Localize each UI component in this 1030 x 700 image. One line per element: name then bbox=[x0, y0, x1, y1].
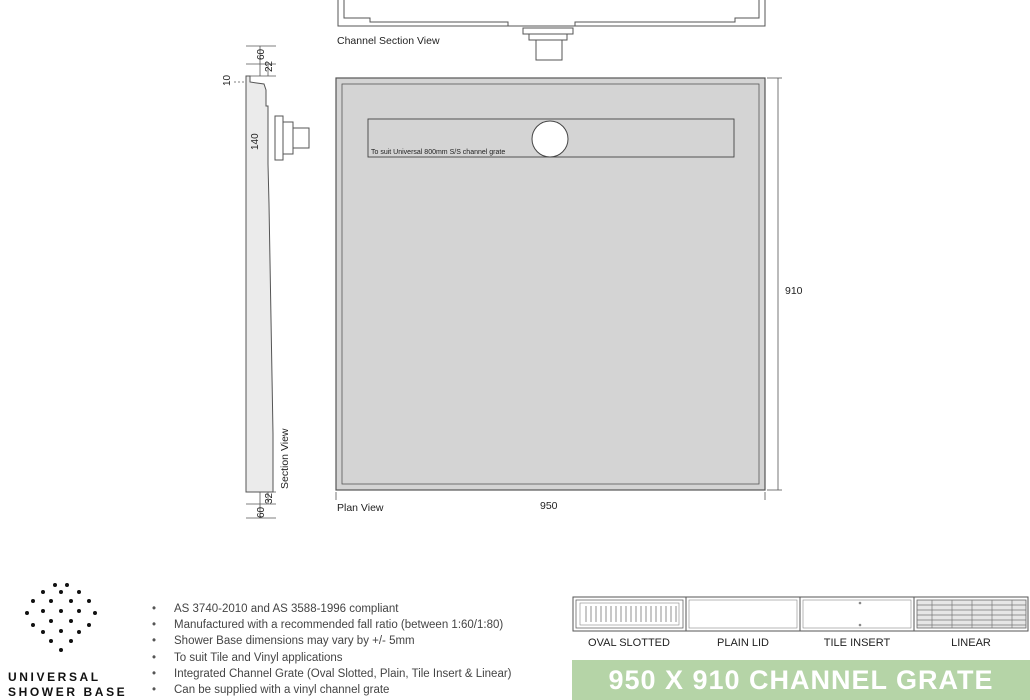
side-section-drawing bbox=[220, 44, 315, 524]
dim-width: 950 bbox=[540, 500, 558, 512]
dim-top-total: 60 bbox=[256, 48, 267, 60]
dim-bottom-inner: 32 bbox=[264, 492, 275, 504]
feature-item: • Integrated Channel Grate (Oval Slotted, Plain, Tile Insert & Linear) bbox=[152, 666, 512, 682]
channel-section-view-label: Channel Section View bbox=[337, 35, 440, 47]
grate-label-linear: LINEAR bbox=[951, 637, 991, 649]
grate-label-plain-lid: PLAIN LID bbox=[717, 637, 769, 649]
product-title-banner: 950 X 910 CHANNEL GRATE bbox=[572, 660, 1030, 700]
plain-lid-grate-icon bbox=[689, 600, 797, 628]
feature-item: • AS 3740-2010 and AS 3588-1996 compliant bbox=[152, 601, 512, 617]
grate-options-strip bbox=[572, 596, 1030, 632]
channel-section-drawing bbox=[330, 0, 770, 62]
feature-item: • Can be supplied with a vinyl channel grate bbox=[152, 682, 512, 698]
brand-logo-icon bbox=[22, 582, 100, 656]
tile-insert-grate-icon bbox=[803, 600, 911, 628]
section-view-label: Section View bbox=[279, 428, 291, 489]
dim-drain: 140 bbox=[250, 133, 261, 150]
feature-item: • To suit Tile and Vinyl applications bbox=[152, 650, 512, 666]
feature-list bbox=[152, 601, 512, 698]
dim-depth: 910 bbox=[785, 285, 803, 297]
dim-bottom-total: 60 bbox=[256, 506, 267, 518]
dim-top-inner: 22 bbox=[264, 60, 275, 72]
dim-lip: 10 bbox=[222, 74, 233, 86]
plan-view-label: Plan View bbox=[337, 502, 384, 514]
channel-note: To suit Universal 800mm S/S channel grate bbox=[371, 149, 506, 156]
linear-grate-icon bbox=[917, 600, 1026, 628]
plan-view-drawing bbox=[330, 72, 790, 502]
grate-label-tile-insert: TILE INSERT bbox=[823, 637, 891, 649]
feature-item: • Manufactured with a recommended fall ratio (between 1:60/1:80) bbox=[152, 617, 512, 633]
brand-name-line2: SHOWER BASE bbox=[8, 685, 128, 699]
brand-name-line1: UNIVERSAL bbox=[8, 670, 101, 684]
feature-item: • Shower Base dimensions may vary by +/- 5mm bbox=[152, 633, 512, 649]
grate-label-oval-slotted: OVAL SLOTTED bbox=[588, 637, 670, 649]
